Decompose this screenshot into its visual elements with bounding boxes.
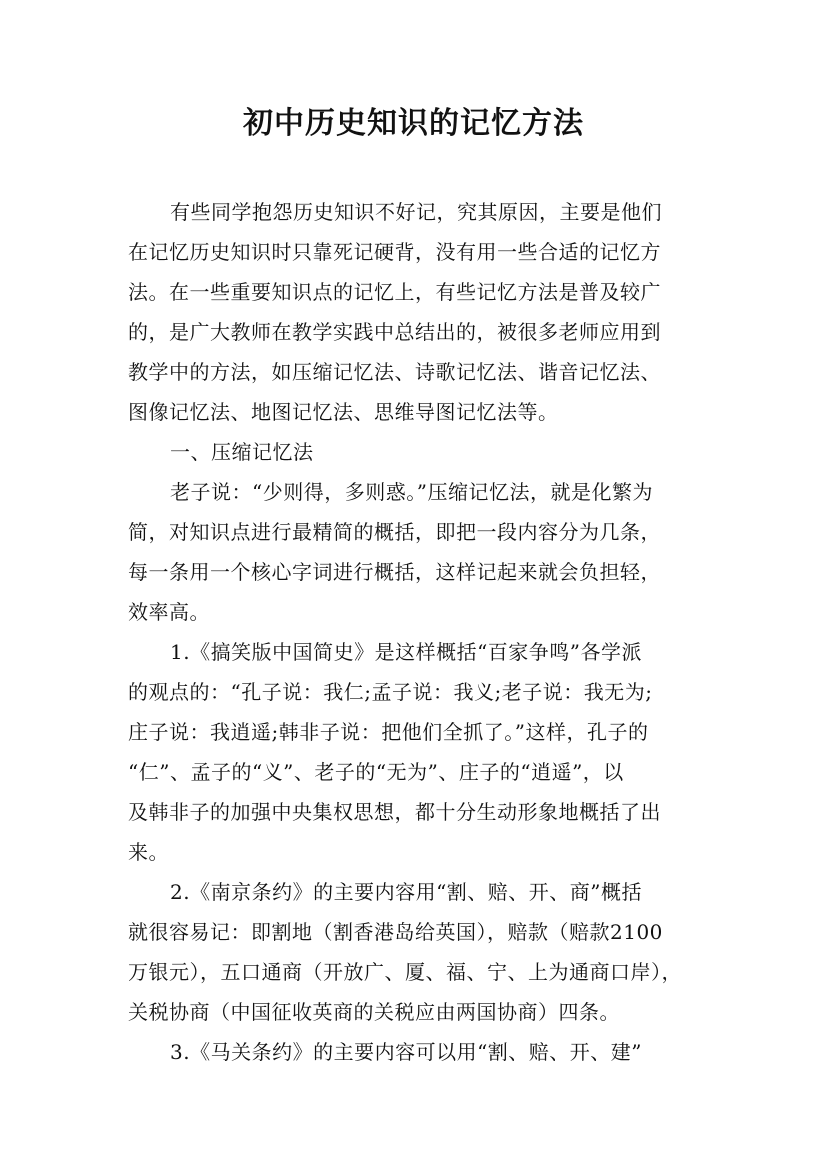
body-line: 1.《搞笑版中国简史》是这样概括“百家争鸣”各学派 (170, 640, 643, 664)
body-line: 效率高。 (128, 600, 210, 624)
body-line: 及韩非子的加强中央集权思想，都十分生动形象地概括了出 (128, 800, 661, 824)
body-line: 万银元），五口通商（开放广、厦、福、宁、上为通商口岸）， (128, 960, 682, 984)
body-line: 庄子说：我逍遥;韩非子说：把他们全抓了。”这样，孔子的 (128, 720, 649, 744)
body-line: 在记忆历史知识时只靠死记硬背，没有用一些合适的记忆方 (128, 240, 661, 264)
body-line: 老子说：“少则得，多则惑。”压缩记忆法，就是化繁为 (170, 480, 653, 504)
body-line: 的，是广大教师在教学实践中总结出的，被很多老师应用到 (128, 320, 661, 344)
body-line: 简，对知识点进行最精简的概括，即把一段内容分为几条， (128, 520, 661, 544)
body-line: 每一条用一个核心字词进行概括，这样记起来就会负担轻， (128, 560, 661, 584)
page-title: 初中历史知识的记忆方法 (243, 106, 584, 141)
body-line: 3.《马关条约》的主要内容可以用“割、赔、开、建” (170, 1040, 643, 1064)
body-line: 的观点的：“孔子说：我仁;孟子说：我义;老子说：我无为; (128, 680, 653, 704)
body-line: 图像记忆法、地图记忆法、思维导图记忆法等。 (128, 400, 559, 424)
body-line: 来。 (128, 840, 169, 864)
document-body (128, 192, 718, 1072)
body-line: 法。在一些重要知识点的记忆上，有些记忆方法是普及较广 (128, 280, 661, 304)
body-line: 教学中的方法，如压缩记忆法、诗歌记忆法、谐音记忆法、 (128, 360, 661, 384)
body-line: 就很容易记：即割地（割香港岛给英国），赔款（赔款2100 (128, 920, 663, 944)
body-line: 一、压缩记忆法 (170, 440, 314, 464)
body-line: “仁”、孟子的“义”、老子的“无为”、庄子的“逍遥”，以 (128, 760, 624, 784)
body-line: 关税协商（中国征收英商的关税应由两国协商）四条。 (128, 1000, 620, 1024)
body-line: 2.《南京条约》的主要内容用“割、赔、开、商”概括 (170, 880, 643, 904)
body-line: 有些同学抱怨历史知识不好记，究其原因，主要是他们 (170, 200, 662, 224)
